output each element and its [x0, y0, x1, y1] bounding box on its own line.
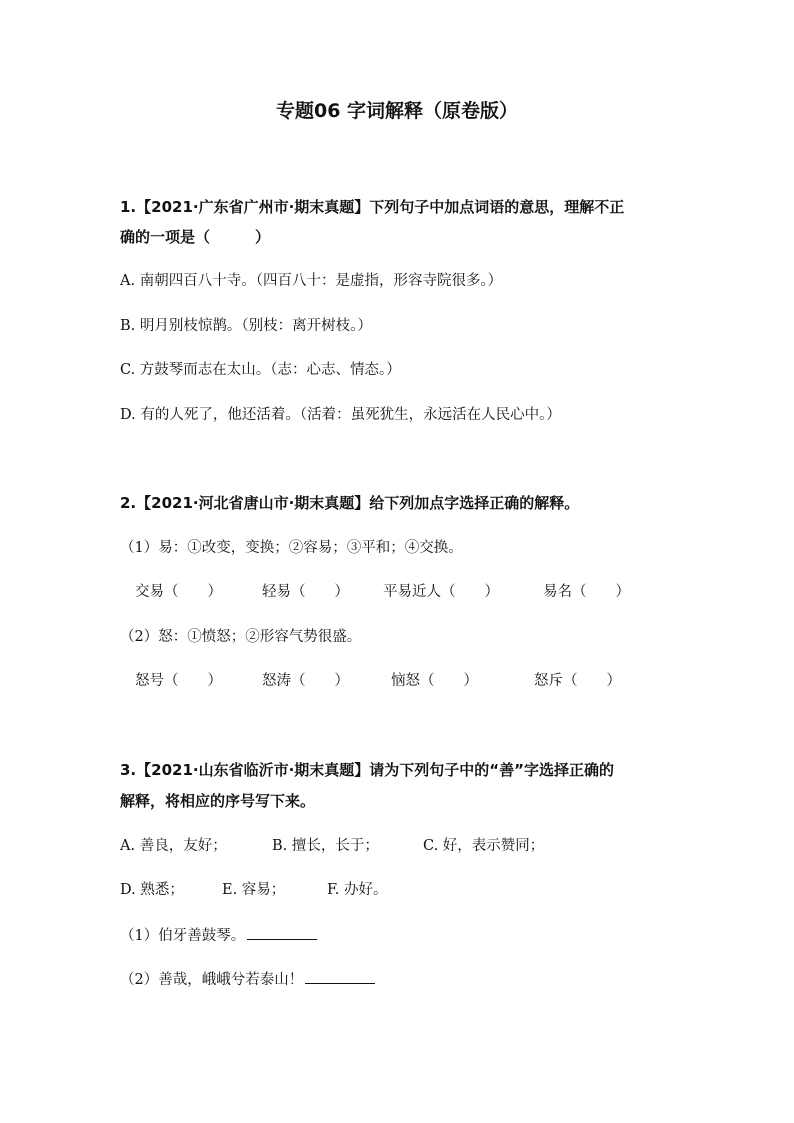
q2-part1-definition: （1）易：①改变，变换；②容易；③平和；④交换。 [120, 540, 463, 556]
q3-subquestion-2-text: （2）善哉，峨峨兮若泰山！ [120, 972, 304, 988]
q1-option-b: B. 明月别枝惊鹊。（别枝：离开树枝。） [120, 318, 372, 334]
q2-part2-item-3: 恼怒（ ） [391, 673, 478, 689]
q3-option-a: A. 善良，友好； [120, 838, 227, 854]
q3-stem-line2: 解释，将相应的序号写下来。 [120, 792, 316, 810]
q1-option-c: C. 方鼓琴而志在太山。（志：心志、情态。） [120, 362, 401, 378]
q2-part1-item-3: 平易近人（ ） [383, 584, 499, 600]
q2-part2-item-4: 怒斥（ ） [534, 673, 621, 689]
q2-stem: 2.【2021·河北省唐山市·期末真题】给下列加点字选择正确的解释。 [120, 494, 580, 512]
q1-stem-line2: 确的一项是（ ） [120, 228, 271, 246]
q3-subquestion-1 [120, 925, 317, 946]
q3-option-e: E. 容易； [222, 882, 286, 898]
answer-blank-1[interactable] [247, 925, 317, 940]
q3-option-f: F. 办好。 [327, 882, 388, 898]
q2-part2-definition: （2）怒：①愤怒；②形容气势很盛。 [120, 629, 362, 645]
q3-option-d: D. 熟悉； [120, 882, 184, 898]
q3-subquestion-2 [120, 969, 375, 990]
q2-part2-item-2: 怒涛（ ） [262, 673, 349, 689]
q2-part1-item-2: 轻易（ ） [262, 584, 349, 600]
q3-stem-line1: 3.【2021·山东省临沂市·期末真题】请为下列句子中的“善”字选择正确的 [120, 761, 614, 779]
q3-subquestion-1-text: （1）伯牙善鼓琴。 [120, 928, 246, 944]
q1-stem-line1: 1.【2021·广东省广州市·期末真题】下列句子中加点词语的意思，理解不正 [120, 198, 625, 216]
q2-part1-item-4: 易名（ ） [543, 584, 630, 600]
q1-option-a: A. 南朝四百八十寺。（四百八十：是虚指，形容寺院很多。） [120, 273, 503, 289]
page-title: 专题06 字词解释（原卷版） [275, 100, 519, 122]
q1-option-d: D. 有的人死了，他还活着。（活着：虽死犹生，永远活在人民心中。） [120, 407, 561, 423]
q3-option-b: B. 擅长，长于； [272, 838, 379, 854]
q3-option-c: C. 好，表示赞同； [423, 838, 545, 854]
answer-blank-2[interactable] [305, 969, 375, 984]
q2-part1-item-1: 交易（ ） [135, 584, 222, 600]
q2-part2-item-1: 怒号（ ） [135, 673, 222, 689]
